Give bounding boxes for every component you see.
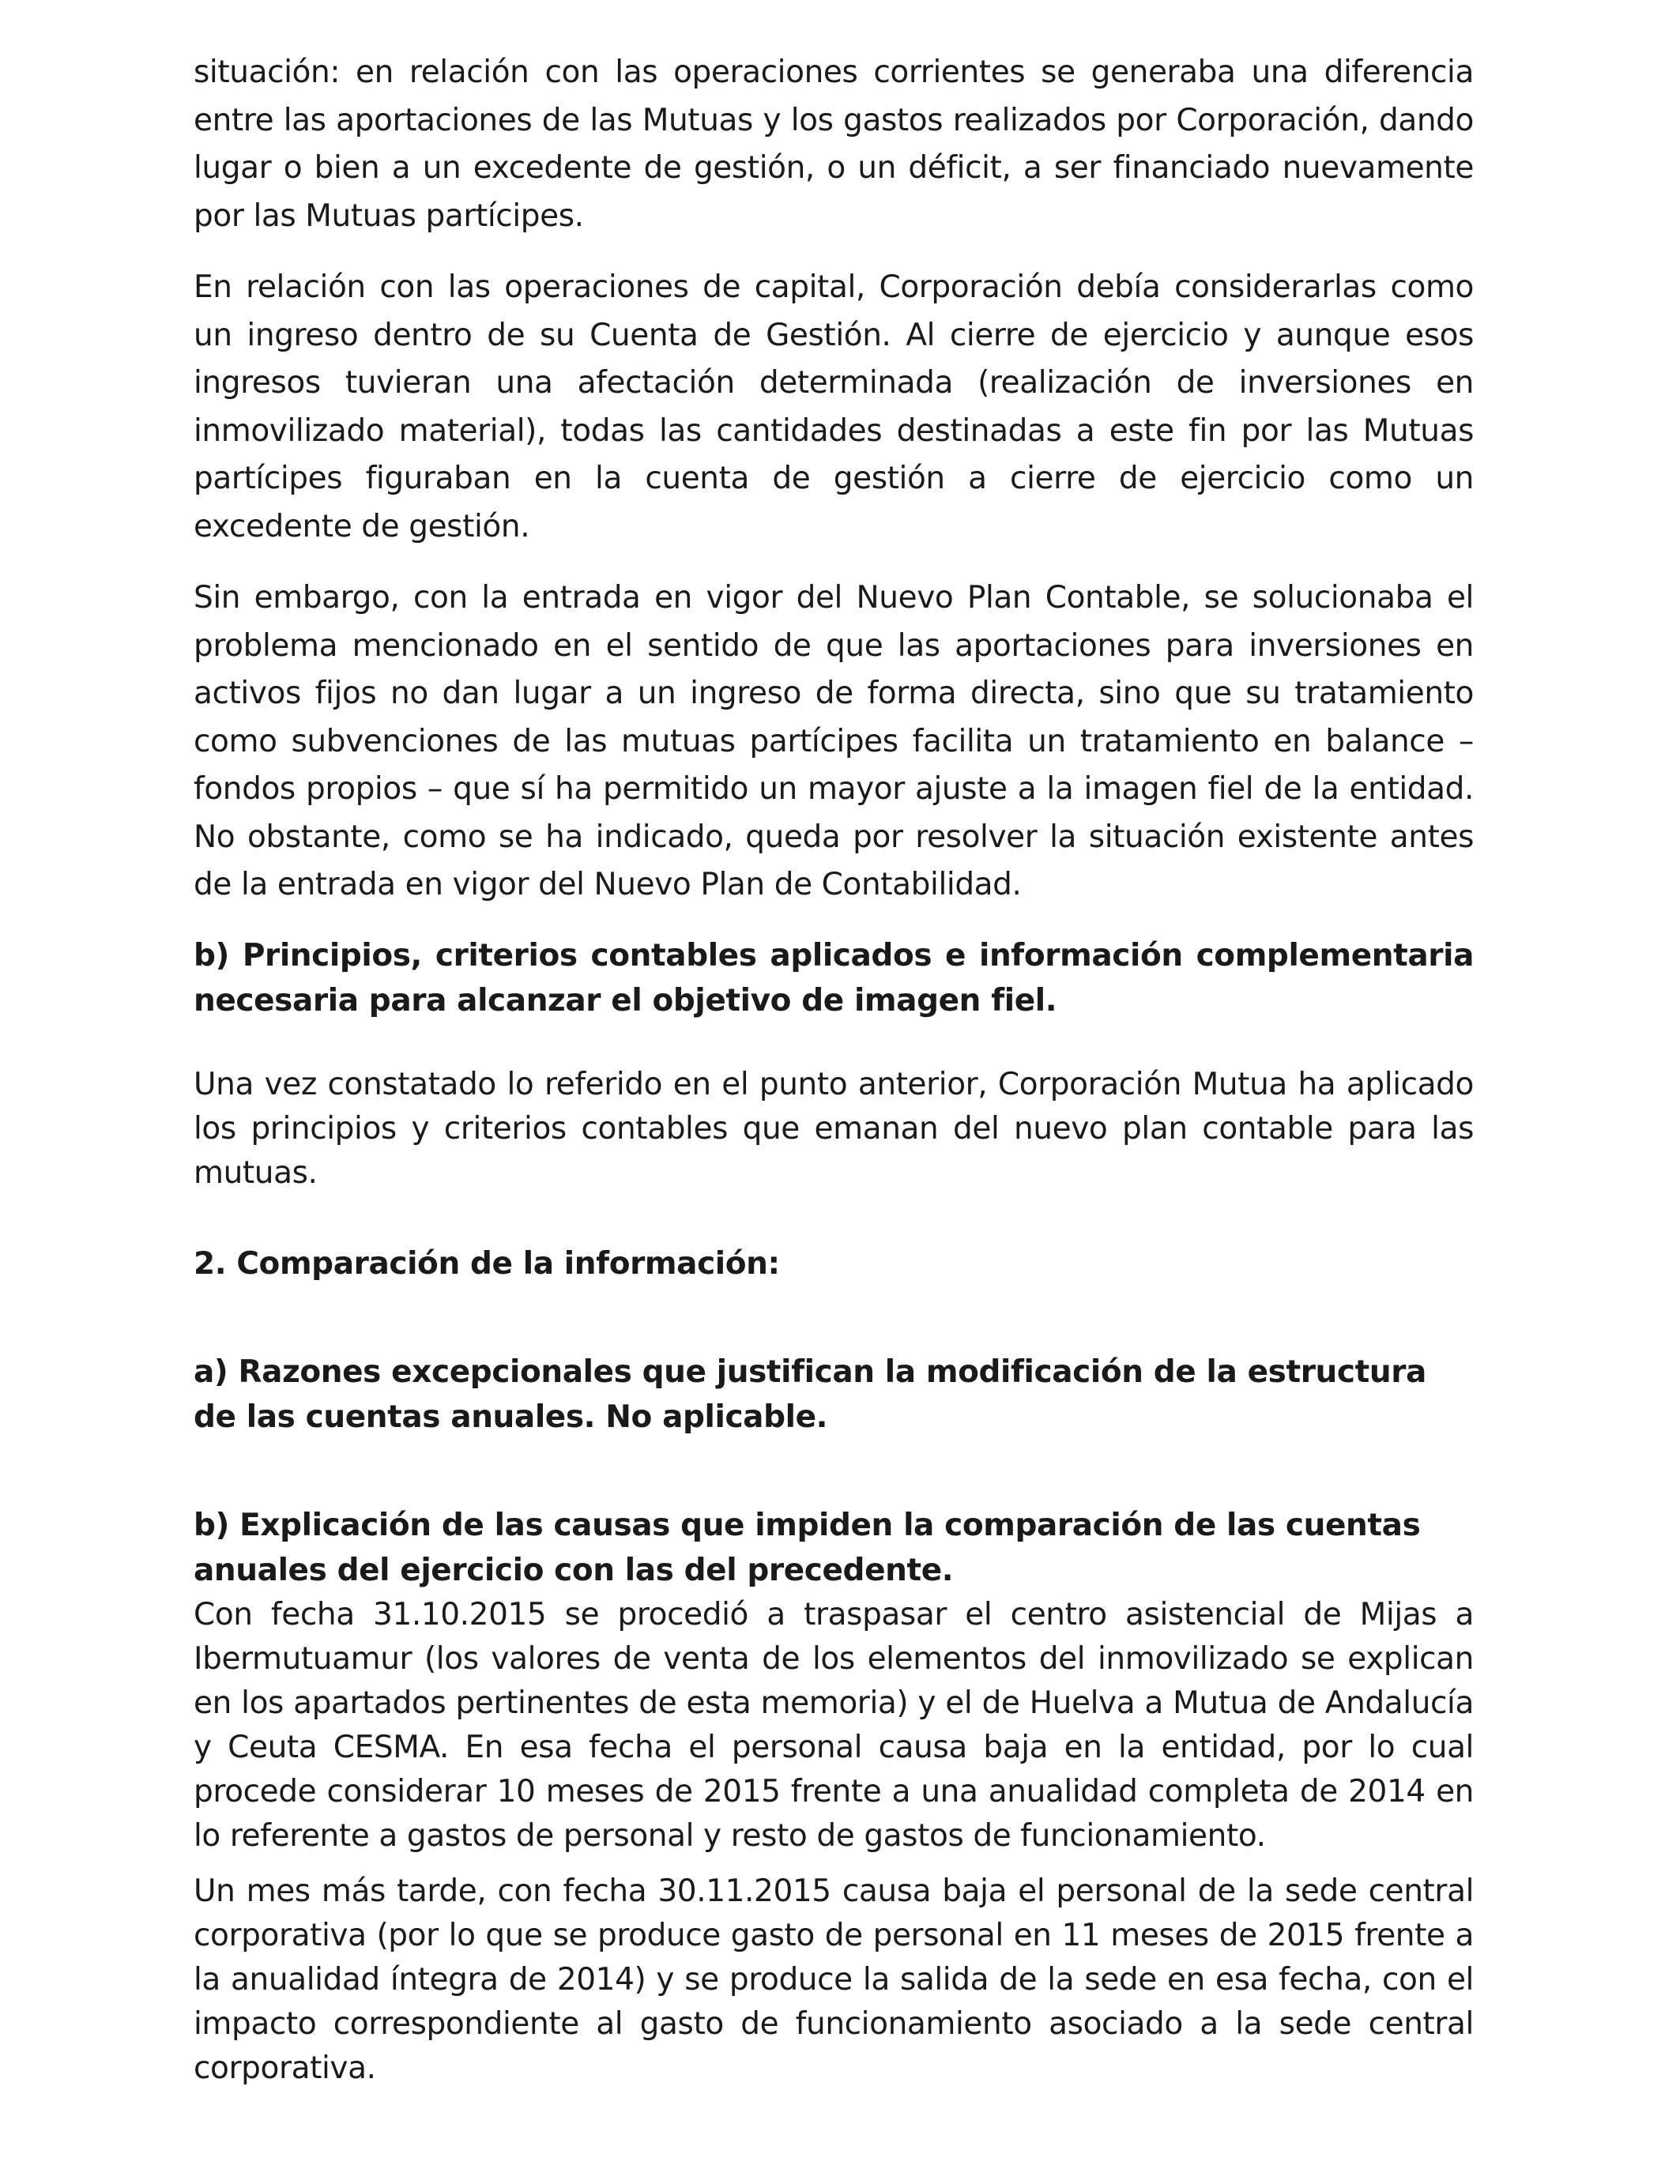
heading-razones-excepcionales: a) Razones excepcionales que justifican la modificación de la estructura de las cuentas anuales. No aplicable. (194, 1354, 1426, 1435)
paragraph-situacion: situación: en relación con las operaciones corrientes se generaba una diferencia entre las aportaciones de las Mutuas y los gastos realizados por Corporación, dando lugar o bien a un excedente de gestión, o un déficit, a ser financiado nuevamente por las Mutuas partícipes. (194, 55, 1474, 234)
paragraph-nuevo-plan-contable: Sin embargo, con la entrada en vigor del Nuevo Plan Contable, se solucionaba el problema mencionado en el sentido de que las aportaciones para inversiones en activos fijos no dan lugar a un ingreso de forma directa, sino que su tratamiento como subvenciones de las mutuas partícipes facilita un tratamiento en balance – fondos propios – que sí ha permitido un mayor ajuste a la imagen fiel de la entidad. No obstante, como se ha indicado, queda por resolver la situación existente antes de la entrada en vigor del Nuevo Plan de Contabilidad. (194, 580, 1474, 902)
paragraph-operaciones-capital: En relación con las operaciones de capital, Corporación debía considerarlas como un ingreso dentro de su Cuenta de Gestión. Al cierre de ejercicio y aunque esos ingresos tuvieran una afectación determinada (realización de inversiones en inmovilizado material), todas las cantidades destinadas a este fin por las Mutuas partícipes figuraban en la cuenta de gestión a cierre de ejercicio como un excedente de gestión. (194, 269, 1474, 544)
paragraph-traspaso-centros: Con fecha 31.10.2015 se procedió a traspasar el centro asistencial de Mijas a Ibermutuamur (los valores de venta de los elementos del inmovilizado se explican en los apartados pertinentes de esta memoria) y el de Huelva a Mutua de Andalucía y Ceuta CESMA. En esa fecha el personal causa baja en la entidad, por lo cual procede considerar 10 meses de 2015 frente a una anualidad completa de 2014 en lo referente a gastos de personal y resto de gastos de funcionamiento. (194, 1596, 1474, 1854)
paragraph-constatado: Una vez constatado lo referido en el punto anterior, Corporación Mutua ha aplicado los principios y criterios contables que emanan del nuevo plan contable para las mutuas. (194, 1066, 1474, 1191)
paragraph-sede-central: Un mes más tarde, con fecha 30.11.2015 causa baja el personal de la sede central corporativa (por lo que se produce gasto de personal en 11 meses de 2015 frente a la anualidad íntegra de 2014) y se produce la salida de la sede en esa fecha, con el impacto correspondiente al gasto de funcionamiento asociado a la sede central corporativa. (194, 1873, 1474, 2086)
heading-comparacion-informacion: 2. Comparación de la información: (194, 1245, 780, 1282)
heading-principios-criterios: b) Principios, criterios contables aplicados e información complementaria necesaria para alcanzar el objetivo de imagen fiel. (194, 937, 1474, 1019)
heading-explicacion-causas: b) Explicación de las causas que impiden la comparación de las cuentas anuales del ejercicio con las del precedente. (194, 1507, 1421, 1588)
document-page (194, 49, 1474, 2091)
